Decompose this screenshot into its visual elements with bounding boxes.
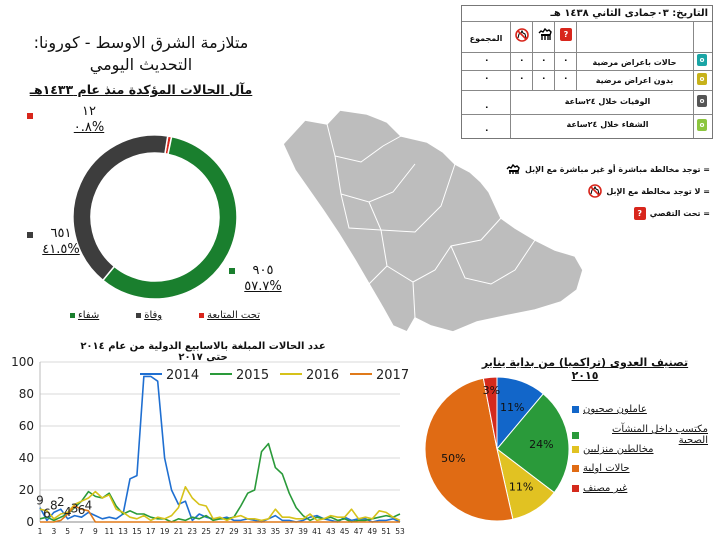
death-count: ٦٥١ bbox=[50, 226, 72, 241]
followup-percent: ٠.٨% bbox=[73, 120, 105, 135]
x-tick-label: 51 bbox=[381, 527, 391, 536]
camel-icon bbox=[505, 163, 521, 175]
y-tick-label: 100 bbox=[11, 355, 34, 369]
pie-label-2: 11% bbox=[508, 480, 534, 494]
camel-icon bbox=[537, 27, 553, 41]
data-label: 4 bbox=[84, 498, 93, 513]
page-title-line1: متلازمة الشرق الاوسط - كورونا: bbox=[33, 33, 249, 52]
recovery-percent: ٥٧.٧% bbox=[244, 279, 282, 294]
legend-death-text: وفاة bbox=[144, 310, 163, 321]
key-no-camel bbox=[588, 184, 710, 198]
x-tick-label: 27 bbox=[215, 527, 225, 536]
asymptomatic-no-camel: ٠ bbox=[519, 74, 525, 84]
data-label: 4 bbox=[63, 504, 72, 519]
y-tick-label: 80 bbox=[18, 387, 34, 401]
asymptomatic-icon: o bbox=[697, 73, 707, 85]
pie-label-0: 11% bbox=[500, 401, 525, 415]
deaths-total: ٠ bbox=[484, 103, 490, 113]
series-line-2014 bbox=[40, 376, 400, 522]
pie-legend-item-2 bbox=[572, 444, 708, 455]
data-label: 9 bbox=[36, 493, 44, 508]
question-icon: ? bbox=[560, 28, 572, 41]
row-symptomatic-label: حالات باعراض مرضية bbox=[592, 58, 677, 67]
x-tick-label: 49 bbox=[367, 527, 378, 536]
x-tick-label: 23 bbox=[187, 527, 198, 536]
legend-recovery bbox=[70, 310, 99, 321]
key-camel bbox=[505, 163, 710, 175]
legend-followup-text: تحت المتابعة bbox=[207, 310, 260, 321]
no-camel-icon bbox=[515, 28, 529, 42]
pie-legend-item-4 bbox=[572, 483, 708, 494]
page-title bbox=[12, 32, 270, 76]
donut-slice-death bbox=[73, 135, 168, 280]
donut-legend bbox=[70, 310, 260, 321]
legend-label-2016: 2016 bbox=[306, 368, 340, 383]
x-tick-label: 9 bbox=[92, 527, 98, 536]
key-investigation-text: = تحت التقصي bbox=[649, 209, 710, 218]
x-tick-label: 31 bbox=[242, 527, 253, 536]
x-tick-label: 1 bbox=[37, 527, 43, 536]
legend-recovery-text: شفاء bbox=[78, 310, 100, 321]
recovery-marker bbox=[229, 268, 235, 274]
key-camel-text: = توجد مخالطة مباشرة أو غير مباشرة مع الإبل bbox=[524, 164, 710, 174]
death-percent: ٤١.٥% bbox=[42, 242, 80, 257]
x-tick-label: 35 bbox=[270, 527, 281, 536]
x-tick-label: 43 bbox=[325, 527, 336, 536]
x-tick-label: 47 bbox=[353, 527, 364, 536]
donut-chart-title: مآل الحالات المؤكدة منذ عام ١٤٣٣هـ bbox=[29, 82, 253, 97]
question-icon: ? bbox=[634, 207, 646, 220]
weekly-cases-line-chart bbox=[0, 352, 412, 539]
x-tick-label: 45 bbox=[339, 527, 350, 536]
legend-death bbox=[136, 310, 162, 321]
x-tick-label: 13 bbox=[118, 527, 128, 536]
legend-followup bbox=[199, 310, 260, 321]
key-investigation bbox=[634, 207, 710, 220]
y-tick-label: 40 bbox=[18, 451, 34, 465]
x-tick-label: 29 bbox=[229, 527, 239, 536]
y-tick-label: 20 bbox=[18, 483, 34, 497]
recovered-total: ٠ bbox=[484, 126, 490, 136]
data-label: 3 bbox=[70, 501, 79, 516]
recovered-icon: o bbox=[697, 119, 707, 131]
pie-legend-text-1: مكتسب داخل المنشآت الصحية bbox=[612, 424, 708, 446]
x-tick-label: 7 bbox=[79, 527, 84, 536]
pie-legend-item-0 bbox=[572, 404, 708, 415]
map-shape bbox=[283, 110, 583, 332]
x-tick-label: 17 bbox=[145, 527, 156, 536]
legend-label-2014: 2014 bbox=[166, 368, 200, 383]
x-tick-label: 39 bbox=[298, 527, 308, 536]
symptomatic-icon: o bbox=[697, 54, 707, 66]
y-tick-label: 60 bbox=[18, 419, 34, 433]
x-tick-label: 21 bbox=[173, 527, 184, 536]
daily-cases-table bbox=[461, 5, 713, 139]
legend-label-2015: 2015 bbox=[236, 368, 270, 383]
x-tick-label: 3 bbox=[51, 527, 57, 536]
y-tick-label: 0 bbox=[26, 515, 34, 529]
x-tick-label: 15 bbox=[132, 527, 142, 536]
asymptomatic-camel: ٠ bbox=[541, 74, 547, 84]
pie-label-3: 50% bbox=[441, 452, 466, 466]
x-tick-label: 19 bbox=[159, 527, 170, 536]
pie-label-4: 3% bbox=[482, 384, 501, 398]
key-no-camel-text: = لا توجد مخالطة مع الإبل bbox=[606, 186, 710, 196]
followup-count: ١٢ bbox=[82, 104, 96, 119]
x-tick-label: 41 bbox=[312, 527, 322, 536]
followup-marker bbox=[27, 113, 33, 119]
page-title-line2: التحديث اليومي bbox=[89, 55, 193, 74]
symptomatic-camel: ٠ bbox=[541, 56, 547, 66]
report-date: التاريخ: ٠٣جمادى الثاني ١٤٣٨ هـ bbox=[550, 8, 708, 19]
legend-death-swatch bbox=[136, 313, 141, 318]
pie-legend-swatch-3 bbox=[572, 465, 579, 472]
recovery-count: ٩٠٥ bbox=[252, 263, 274, 278]
x-tick-label: 5 bbox=[65, 527, 71, 536]
pie-legend-text-2: مخالطين منزليين bbox=[583, 444, 654, 455]
deaths-icon: o bbox=[697, 95, 707, 107]
pie-chart-title: تصنيف العدوى (تراكميا) من بداية يناير ٢٠١٥ bbox=[481, 356, 689, 382]
x-tick-label: 53 bbox=[395, 527, 405, 536]
legend-followup-swatch bbox=[199, 313, 204, 318]
infection-pie-chart bbox=[420, 372, 575, 527]
row-recovered-label: الشفاء خلال ٢٤ساعة bbox=[566, 120, 649, 129]
followup-label bbox=[64, 104, 114, 136]
series-line-2015 bbox=[40, 444, 400, 522]
row-asymptomatic-label: بدون اعراض مرضية bbox=[595, 76, 674, 85]
pie-legend-text-4: غير مصنف bbox=[583, 483, 628, 494]
line-chart-title: عدد الحالات المبلغة بالاسابيع الدولية من عام ٢٠١٤ حتى ٢٠١٧ bbox=[80, 341, 326, 363]
row-deaths-label: الوفيات خلال ٢٤ساعة bbox=[564, 97, 651, 106]
legend-label-2017: 2017 bbox=[376, 368, 410, 383]
death-label bbox=[34, 226, 88, 258]
data-label: 2 bbox=[56, 495, 65, 510]
data-label: 8 bbox=[50, 498, 58, 513]
pie-legend-swatch-2 bbox=[572, 446, 579, 453]
asymptomatic-unknown: ٠ bbox=[563, 74, 569, 84]
pie-label-1: 24% bbox=[529, 438, 554, 452]
legend-recovery-swatch bbox=[70, 313, 75, 318]
x-tick-label: 37 bbox=[284, 527, 295, 536]
pie-legend-item-3 bbox=[572, 463, 708, 474]
x-tick-label: 25 bbox=[201, 527, 211, 536]
pie-legend-swatch-4 bbox=[572, 485, 579, 492]
pie-legend-swatch-0 bbox=[572, 406, 579, 413]
asymptomatic-total: ٠ bbox=[484, 74, 490, 84]
no-camel-icon bbox=[588, 184, 602, 198]
symptomatic-no-camel: ٠ bbox=[519, 56, 525, 66]
data-label: 6 bbox=[77, 503, 86, 518]
symptomatic-total: ٠ bbox=[484, 56, 490, 66]
death-marker bbox=[27, 232, 33, 238]
x-tick-label: 11 bbox=[104, 527, 115, 536]
data-label: 6 bbox=[43, 506, 51, 521]
pie-legend-text-0: عاملون صحيون bbox=[583, 404, 647, 415]
symptomatic-unknown: ٠ bbox=[563, 56, 569, 66]
total-header: المجموع bbox=[469, 34, 503, 43]
x-tick-label: 33 bbox=[256, 527, 267, 536]
pie-legend-swatch-1 bbox=[572, 432, 579, 439]
pie-legend-item-1 bbox=[572, 424, 708, 446]
pie-legend-text-3: حالات اولية bbox=[583, 463, 630, 474]
